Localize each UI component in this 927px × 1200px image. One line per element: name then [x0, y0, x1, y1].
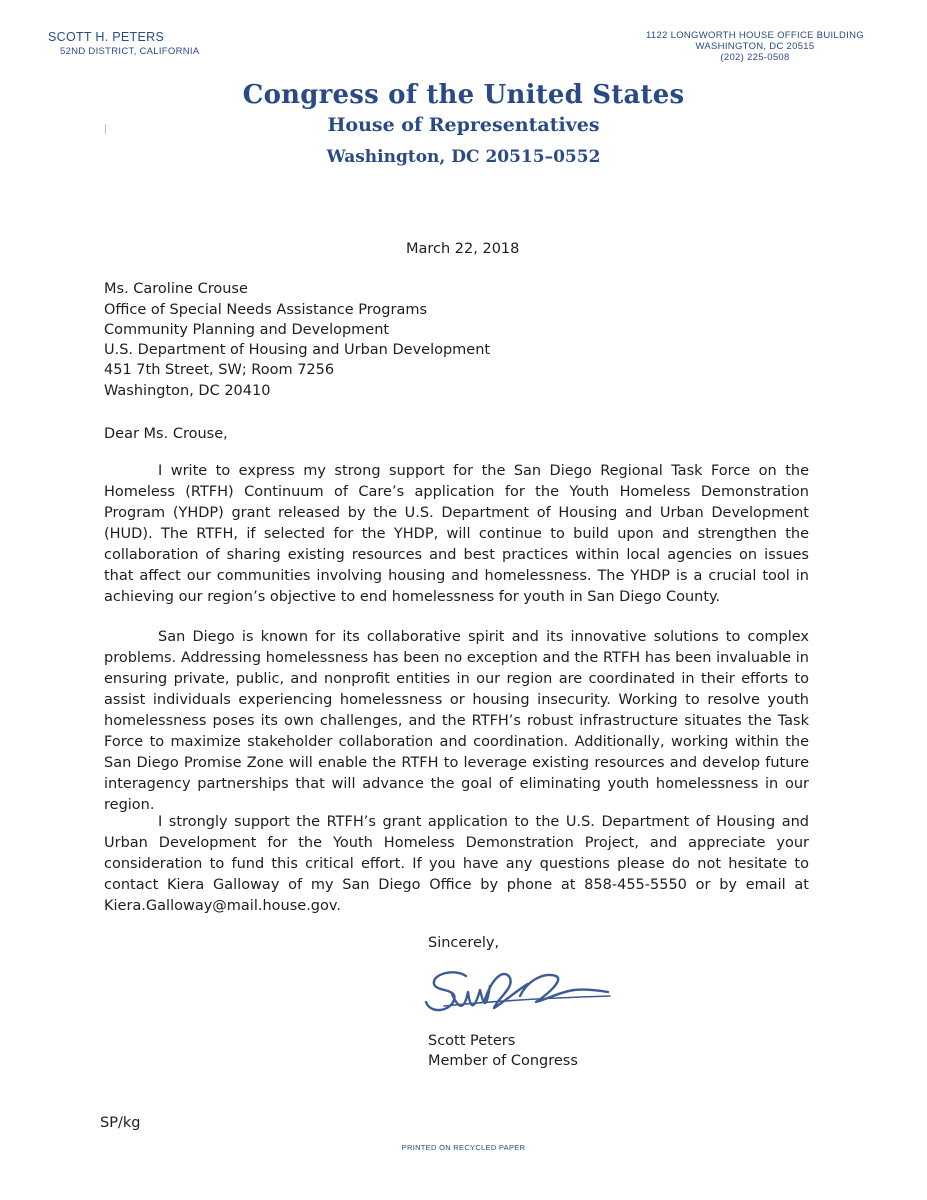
salutation: Dear Ms. Crouse, — [104, 426, 228, 442]
body-paragraph-3: I strongly support the RTFH’s grant application to the U.S. Department of Housing and Urban Development for the Youth Homeless Demonstration Project, and appreciate your consideration to fund this critical effort. If you have any questions please do not hesitate to contact Kiera Galloway of my San Diego Office by phone at 858-455-5550 or by email at Kiera.Galloway@mail.house.gov. — [104, 814, 809, 914]
letter-date: March 22, 2018 — [406, 241, 520, 257]
margin-mark — [105, 124, 106, 134]
closing: Sincerely, — [428, 935, 500, 951]
office-address-building: 1122 LONGWORTH HOUSE OFFICE BUILDING — [646, 30, 864, 41]
typist-initials: SP/kg — [100, 1115, 141, 1131]
recipient-name: Ms. Caroline Crouse — [104, 281, 248, 297]
body-paragraph-1: I write to express my strong support for the San Diego Regional Task Force on the Homeless (RTFH) Continuum of Care’s application for the Youth Homeless Demonstration Program (YHDP) grant released by the U.S. Department of Housing and Urban Development (HUD). The RTFH, if selected for the YHDP, will continue to build upon and strengthen the collaboration of sharing existing resources and best practices within local agencies on issues that affect our communities involving housing and homelessness. The YHDP is a crucial tool in achieving our region’s objective to end homelessness for youth in San Diego County. — [104, 463, 809, 605]
recipient-department: U.S. Department of Housing and Urban Development — [104, 342, 491, 358]
letterhead-congress: Congress of the United States — [242, 80, 685, 110]
recipient-city: Washington, DC 20410 — [104, 383, 271, 399]
letterhead-city: Washington, DC 20515–0552 — [326, 147, 601, 167]
letterhead-house: House of Representatives — [327, 114, 600, 136]
office-address-city: WASHINGTON, DC 20515 — [695, 41, 815, 52]
body-paragraph-2: San Diego is known for its collaborative spirit and its innovative solutions to complex problems. Addressing homelessness has been no exception and the RTFH has been invaluable in ensuring private, public, and nonprofit entities in our region are coordinated in their efforts to assist individuals experiencing homelessness or housing insecurity. Working to resolve youth homelessness poses its own challenges, and the RTFH’s robust infrastructure situates the Task Force to maximize stakeholder collaboration and coordination. Additionally, working within the San Diego Promise Zone will enable the RTFH to leverage existing resources and develop future interagency partnerships that will advance the goal of eliminating youth homelessness in our region. — [104, 629, 809, 813]
signer-name: Scott Peters — [428, 1033, 516, 1049]
signature-image — [424, 962, 614, 1032]
office-address-phone: (202) 225-0508 — [720, 52, 790, 63]
member-district: 52ND DISTRICT, CALIFORNIA — [60, 46, 200, 57]
signer-title: Member of Congress — [428, 1053, 578, 1069]
recipient-street: 451 7th Street, SW; Room 7256 — [104, 362, 335, 378]
recipient-division: Community Planning and Development — [104, 322, 390, 338]
recipient-office: Office of Special Needs Assistance Programs — [104, 302, 428, 318]
recycled-paper-note: PRINTED ON RECYCLED PAPER — [401, 1143, 526, 1152]
member-name: SCOTT H. PETERS — [48, 30, 165, 44]
